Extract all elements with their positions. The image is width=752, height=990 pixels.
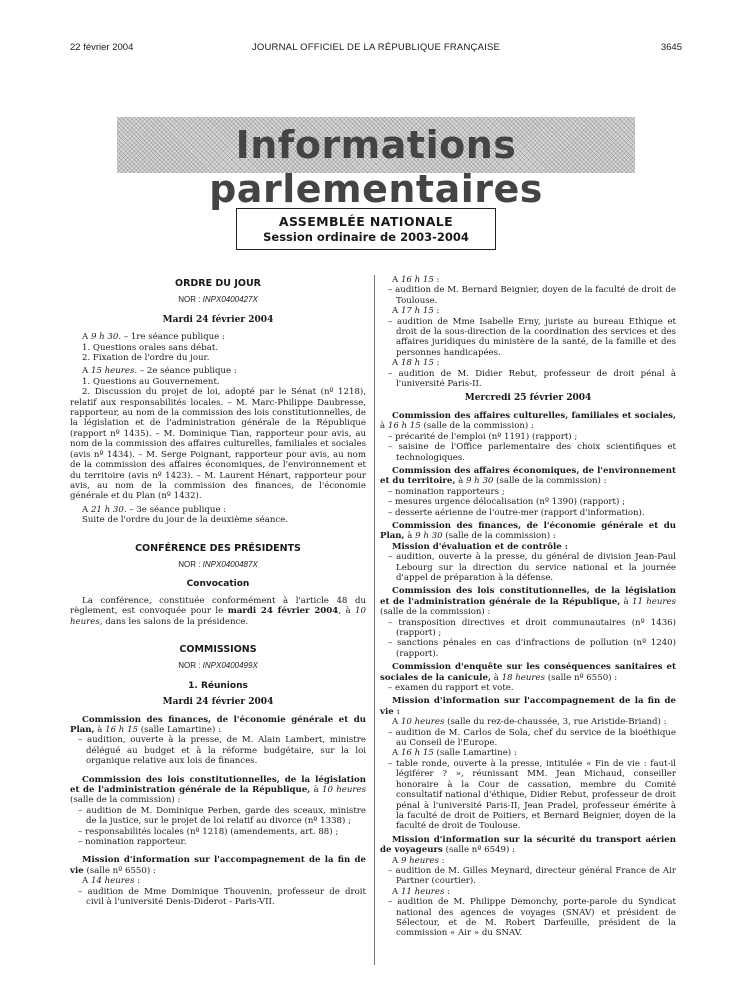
list-item: 2. Fixation de l'ordre du jour.	[82, 353, 210, 364]
mission-heading: Mission d'information sur la sécurité du transport aérien de voyageurs (salle nº 6549) :	[380, 834, 676, 856]
list-item: – audition, ouverte à la presse, de M. Alain Lambert, ministre délégué au budget et à la réforme budgétaire, sur la loi organique relative aux lois de finances.	[78, 735, 366, 767]
left-column	[70, 275, 366, 908]
paragraph: La conférence, constituée conformément à l'article 48 du règlement, est convoquée pour le mardi 24 février 2004, à 10 heures, dans les salons de la présidence.	[70, 595, 366, 627]
assembly-name: ASSEMBLÉE NATIONALE	[278, 214, 454, 229]
list-item: 1. Questions orales sans débat.	[82, 342, 219, 353]
commission-heading: Commission des lois constitutionnelles, de la législation et de l'administration générale de la République, à 11 heures (salle de la commission) :	[380, 586, 677, 618]
assembly-box	[236, 208, 496, 250]
list-item: – saisine de l'Office parlementaire des choix scientifiques et technologiques.	[388, 442, 676, 463]
section-banner	[117, 117, 635, 211]
list-item: – responsabilités locales (nº 1218) (amendements, art. 88) ;	[78, 826, 339, 837]
right-column	[380, 275, 676, 939]
page-header	[70, 42, 682, 58]
list-item: – précarité de l'emploi (nº 1191) (rapport) ;	[388, 431, 578, 442]
commission-heading: Commission des lois constitutionnelles, de la législation et de l'administration générale de la République, à 10 heures (salle de la commission) :	[70, 774, 367, 806]
list-item: – audition de M. Didier Rebut, professeur de droit pénal à l'université Paris-II.	[388, 368, 676, 390]
column-divider	[374, 275, 375, 965]
list-item: – audition de M. Carlos de Sola, chef du service de la bioéthique au Conseil de l'Europe.	[388, 727, 676, 749]
list-item: – desserte aérienne de l'outre-mer (rapport d'information).	[388, 507, 645, 518]
ordre-du-jour-title: ORDRE DU JOUR	[175, 278, 261, 289]
list-item: – audition de Mme Isabelle Erny, juriste au bureau Ethique et droit de la sous-direction de la coordination des services et des affaires juridiques du ministère de la santé, de la famille et des personnes handicapées.	[388, 316, 676, 358]
session-name: Session ordinaire de 2003-2004	[263, 230, 469, 244]
time-line: A 17 h 15 :	[392, 306, 440, 317]
paragraph: Suite de l'ordre du jour de la deuxième séance.	[82, 515, 289, 526]
nor-reference: NOR : INPX0400499X	[178, 661, 258, 671]
reunions-heading: 1. Réunions	[188, 680, 248, 691]
time-line: A 14 heures :	[82, 876, 141, 887]
commission-heading: Commission des affaires économiques, de l'environnement et du territoire, à 9 h 30 (salle de la commission) :	[380, 465, 676, 487]
list-item: – audition de M. Bernard Beignier, doyen de la faculté de droit de Toulouse.	[388, 285, 676, 306]
commission-heading: Commission d'enquête sur les conséquences sanitaires et sociales de la canicule, à 18 heures (salle nº 6550) :	[380, 662, 676, 683]
list-item: – mesures urgence délocalisation (nº 1390) (rapport) ;	[388, 497, 625, 508]
header-date: 22 février 2004	[70, 42, 134, 53]
nor-reference: NOR : INPX0400487X	[178, 559, 258, 569]
header-page-number: 3645	[660, 42, 682, 53]
list-item: – examen du rapport et vote.	[388, 683, 514, 694]
list-item: – audition de M. Gilles Meynard, directeur général France de Air Partner (courtier).	[388, 865, 676, 887]
list-item: – audition de Mme Dominique Thouvenin, professeur de droit civil à l'université Denis-Diderot - Paris-VII.	[78, 886, 366, 908]
time-line: A 18 h 15 :	[392, 358, 440, 369]
date-heading: Mercredi 25 février 2004	[464, 393, 592, 404]
time-line: A 9 heures :	[392, 855, 445, 866]
list-item: – table ronde, ouverte à la presse, intitulée « Fin de vie : faut-il légiférer ? », réunissant MM. Jean Michaud, conseiller honoraire à la Cour de cassation, membre du Comité consultatif national d'éthique, Didier Rebut, professeur de droit pénal à l'université Paris-II, Jean Pradel, professeur émérite à la faculté de droit de Poitiers, et Bernard Beignier, doyen de la faculté de droit de Toulouse.	[388, 758, 676, 832]
time-line: A 11 heures :	[392, 886, 451, 897]
list-item: 1. Questions au Gouvernement.	[82, 376, 220, 387]
seance-line: A 21 h 30. – 3e séance publique :	[82, 504, 227, 515]
time-line: A 10 heures (salle du rez-de-chaussée, 3, rue Aristide-Briand) :	[392, 717, 667, 728]
convocation-heading: Convocation	[186, 579, 250, 590]
conference-title: CONFÉRENCE DES PRÉSIDENTS	[135, 542, 301, 554]
commission-heading: Commission des finances, de l'économie générale et du Plan, à 16 h 15 (salle Lamartine) :	[70, 714, 366, 735]
commission-heading: Commission des affaires culturelles, familiales et sociales, à 16 h 15 (salle de la commission) :	[380, 410, 676, 432]
list-item: – nomination rapporteur.	[78, 837, 187, 848]
list-item: – transposition directives et droit communautaires (nº 1436) (rapport) ;	[388, 617, 676, 638]
banner-title: Informations parlementaires	[209, 123, 543, 211]
date-heading: Mardi 24 février 2004	[162, 697, 274, 708]
date-heading: Mardi 24 février 2004	[162, 314, 274, 325]
commission-heading: Commission des finances, de l'économie générale et du Plan, à 9 h 30 (salle de la commission) :	[380, 520, 676, 542]
seance-line: A 9 h 30. – 1re séance publique :	[82, 332, 225, 343]
mission-heading: Mission d'évaluation et de contrôle :	[392, 541, 568, 552]
list-item: 2. Discussion du projet de loi, adopté par le Sénat (nº 1218), relatif aux responsabilités locales. – M. Marc-Philippe Daubresse, rapporteur, au nom de la commission des lois constitutionnelles, de la législation et de l'administration générale de la République (rapport nº 1435). – M. Dominique Tian, rapporteur pour avis, au nom de la commission des affaires culturelles, familiales et sociales (avis nº 1434). – M. Serge Poignant, rapporteur pour avis, au nom de la commission des affaires économiques, de l'environnement et du territoire (avis nº 1423). – M. Laurent Hénart, rapporteur pour avis, au nom de la commission des finances, de l'économie générale et du Plan (nº 1432).	[70, 387, 366, 502]
list-item: – sanctions pénales en cas d'infractions de pollution (nº 1240) (rapport).	[388, 638, 676, 659]
nor-reference: NOR : INPX0400427X	[178, 295, 258, 305]
list-item: – audition de M. Philippe Demonchy, porte-parole du Syndicat national des agences de voyages (SNAV) et président de Sélectour, et de M. Robert Darfeuille, président de la commission « Air » du SNAV.	[388, 897, 676, 939]
list-item: – audition, ouverte à la presse, du général de division Jean-Paul Lebourg sur la direction du service national et la journée d'appel de préparation à la défense.	[388, 552, 676, 583]
commissions-title: COMMISSIONS	[179, 643, 257, 655]
list-item: – nomination rapporteurs ;	[388, 486, 505, 497]
header-journal: JOURNAL OFFICIEL DE LA RÉPUBLIQUE FRANÇAISE	[251, 42, 501, 53]
time-line: A 16 h 15 (salle Lamartine) :	[392, 748, 517, 759]
commission-heading: Mission d'information sur l'accompagnement de la fin de vie (salle nº 6550) :	[70, 855, 366, 876]
list-item: – audition de M. Dominique Perben, garde des sceaux, ministre de la justice, sur le projet de loi relatif au divorce (nº 1338) ;	[78, 805, 366, 827]
mission-heading: Mission d'information sur l'accompagnement de la fin de vie :	[380, 696, 676, 717]
seance-line: A 15 heures. – 2e séance publique :	[82, 366, 237, 377]
time-line: A 16 h 15 :	[392, 275, 440, 285]
